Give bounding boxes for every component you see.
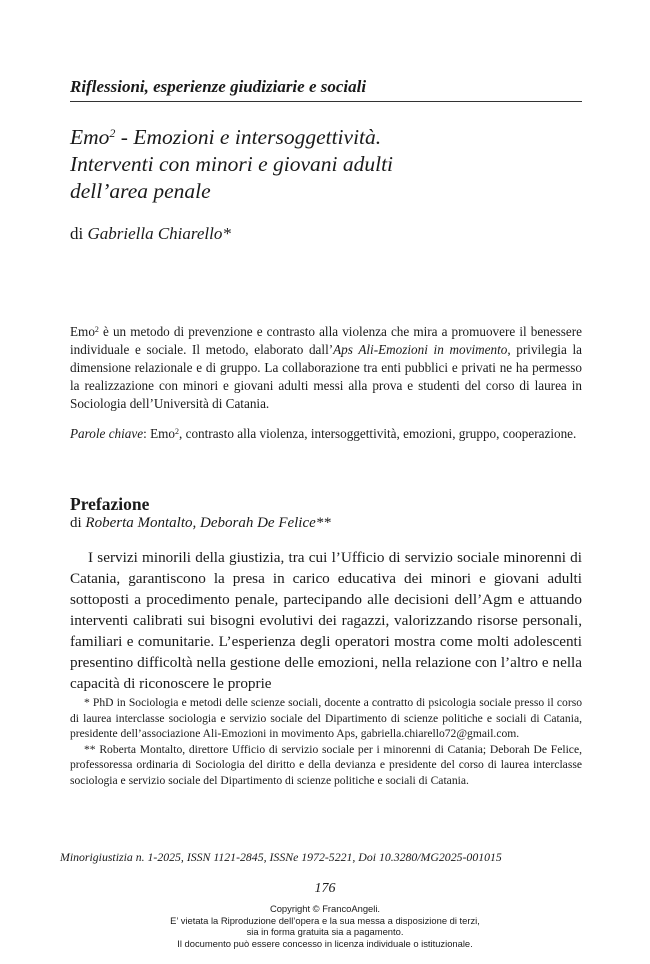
copyright-line-1: Copyright © FrancoAngeli. [269, 903, 381, 914]
keywords-text-a: : Emo [143, 426, 175, 441]
title-line-3: dell’area penale [70, 179, 211, 203]
keywords-label: Parole chiave [70, 426, 144, 441]
journal-info: Minorigiustizia n. 1-2025, ISSN 1121-2845, ISSNe 1972-5221, Doi 10.3280/MG2025-001015 [60, 850, 502, 864]
footnotes [70, 695, 582, 788]
author-byline [70, 224, 231, 244]
page-number: 176 [314, 881, 336, 896]
keywords-superscript: 2 [175, 427, 179, 436]
copyright-line-2: E’ vietata la Riproduzione dell’opera e la sua messa a disposizione di terzi, [170, 914, 480, 926]
preface-byline [70, 515, 331, 532]
abstract-superscript: 2 [94, 325, 99, 334]
abstract-text-a: Emo [70, 324, 95, 339]
copyright-line-4: Il documento può essere concesso in licenza individuale o istituzionale. [177, 937, 473, 949]
section-header: Riflessioni, esperienze giudiziarie e sociali [70, 77, 582, 102]
abstract-text-b: è un metodo di prevenzione e contrasto alla violenza che mira a promuovere il benessere individuale e sociale. Il metodo, elaborato dall’ [70, 324, 582, 357]
preface-byline-prefix: di [70, 515, 82, 531]
preface-title: Prefazione [70, 494, 150, 514]
footnote-2: ** Roberta Montalto, direttore Ufficio di servizio sociale per i minorenni di Catania; Deborah De Felice, professoressa ordinaria di Sociologia del diritto e della devianza e presidente del corso di laurea interclasse sociologia e servizio sociale del Dipartimento di scienze politiche e sociali di Catania. [70, 742, 582, 787]
abstract [70, 323, 582, 413]
preface-authors: Roberta Montalto, Deborah De Felice** [85, 515, 331, 531]
abstract-text-c: , privilegia la dimensione relazionale e di gruppo. La collaborazione tra enti pubblici e privati ne ha permesso la realizzazione con minori e giovani adulti messi alla prova e studenti del corso di laurea in Sociologia dell’Università di Catania. [70, 342, 582, 411]
title-rest: - Emozioni e intersoggettività. [115, 125, 382, 149]
copyright-notice [0, 903, 650, 949]
title-line-2: Interventi con minori e giovani adulti [70, 152, 394, 176]
title-prefix: Emo [70, 125, 110, 149]
byline-prefix: di [70, 224, 84, 243]
author-name: Gabriella Chiarello* [87, 224, 231, 243]
title-line-1 [70, 124, 582, 151]
title-superscript: 2 [109, 126, 116, 140]
preface-body: I servizi minorili della giustizia, tra cui l’Ufficio di servizio sociale minorenni di Catania, garantiscono la presa in carico educativa dei minori e giovani adulti sottoposti a procedimento penale, partecipando alle decisioni dell’Agm e attuando interventi calibrati sui bisogni evolutivi dei ragazzi, valorizzando risorse personali, familiari e comunitarie. L’esperienza degli operatori mostra come molti adolescenti presentino difficoltà nella gestione delle emozioni, nella relazione con l’altro e nella capacità di riconoscere le proprie [70, 549, 582, 692]
abstract-italic-org: Aps Ali-Emozioni in movimento [333, 342, 508, 357]
keywords [70, 425, 582, 443]
copyright-line-3: sia in forma gratuita sia a pagamento. [246, 926, 404, 938]
footnote-1: * PhD in Sociologia e metodi delle scienze sociali, docente a contratto di psicologia sociale presso il corso di laurea interclasse sociologia e servizio sociale del Dipartimento di scienze politiche e sociali di Catania, presidente dell’associazione Ali-Emozioni in movimento Aps, gabriella.chiarello72@gmail.com. [70, 696, 582, 740]
keywords-text-b: , contrasto alla violenza, intersoggettività, emozioni, gruppo, cooperazione. [179, 426, 577, 441]
article-title [70, 124, 582, 205]
